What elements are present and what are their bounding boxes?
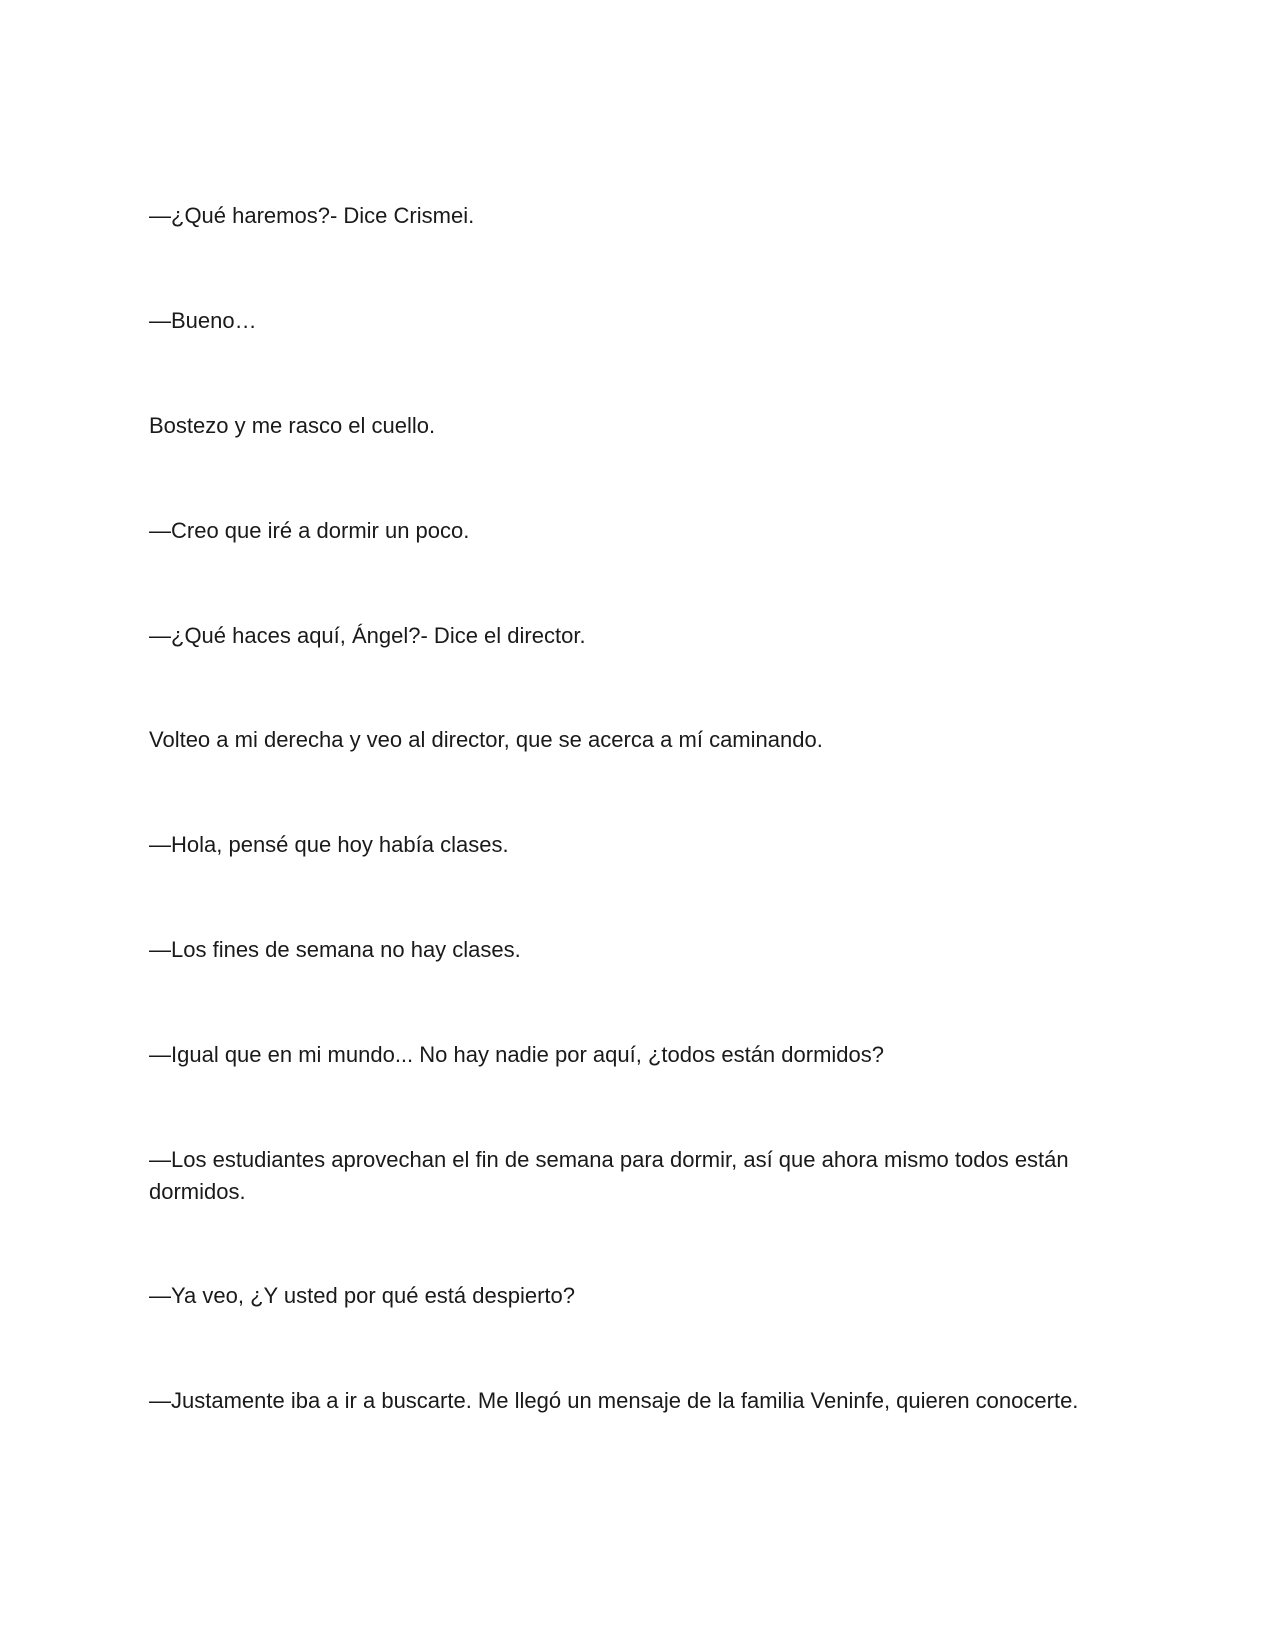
- paragraph-2: —Bueno…: [149, 308, 257, 333]
- paragraph-9: —Igual que en mi mundo... No hay nadie por aquí, ¿todos están dormidos?: [149, 1042, 884, 1067]
- paragraph-4: —Creo que iré a dormir un poco.: [149, 518, 470, 543]
- paragraph-12: —Justamente iba a ir a buscarte. Me llegó un mensaje de la familia Veninfe, quieren conocerte.: [149, 1388, 1079, 1413]
- paragraph-8: —Los fines de semana no hay clases.: [149, 937, 521, 962]
- paragraph-6: Volteo a mi derecha y veo al director, que se acerca a mí caminando.: [149, 727, 823, 752]
- paragraph-3: Bostezo y me rasco el cuello.: [149, 413, 436, 438]
- paragraph-11: —Ya veo, ¿Y usted por qué está despierto?: [149, 1283, 576, 1308]
- paragraph-10: —Los estudiantes aprovechan el fin de semana para dormir, así que ahora mismo todos están dormidos.: [149, 1147, 1069, 1204]
- paragraph-1: —¿Qué haremos?- Dice Crismei.: [149, 203, 475, 228]
- paragraph-7: —Hola, pensé que hoy había clases.: [149, 832, 509, 857]
- paragraph-5: —¿Qué haces aquí, Ángel?- Dice el director.: [149, 623, 586, 648]
